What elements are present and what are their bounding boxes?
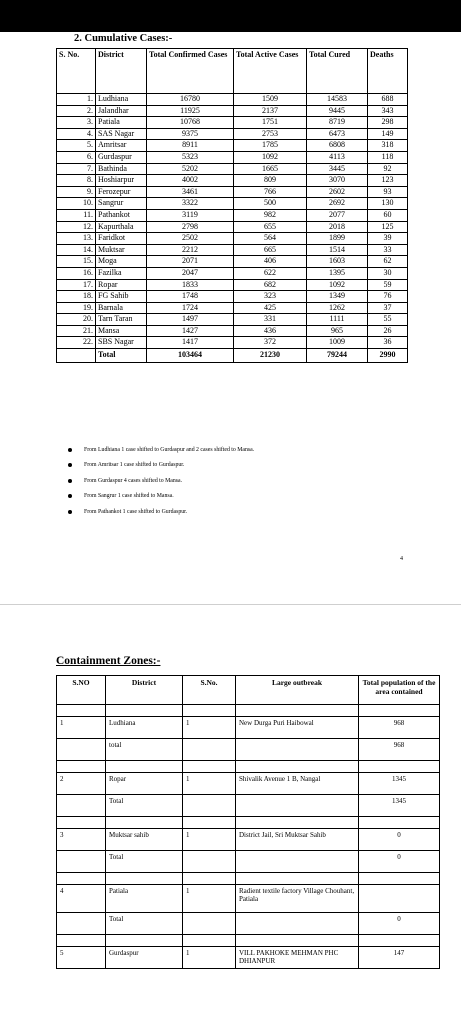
zone-total-empty	[183, 795, 236, 817]
zone-total-row	[57, 739, 440, 761]
page-number: 4	[400, 556, 403, 562]
cell-sno: 11.	[57, 209, 96, 221]
cell-deaths: 60	[368, 209, 408, 221]
cell-confirmed: 1497	[147, 314, 234, 326]
cell-district: Amritsar	[96, 140, 147, 152]
cell-district: Sangrur	[96, 198, 147, 210]
cell-cured: 3070	[307, 175, 368, 187]
cell-confirmed: 16780	[147, 94, 234, 106]
cell-active: 1665	[234, 163, 307, 175]
spacer-cell	[106, 761, 183, 773]
cell-active: 406	[234, 256, 307, 268]
table-header-row	[57, 676, 440, 705]
cell-cured: 2602	[307, 186, 368, 198]
cell-sno: 10.	[57, 198, 96, 210]
cell-confirmed: 2047	[147, 267, 234, 279]
bullet-icon	[68, 479, 72, 483]
cell-active: 622	[234, 267, 307, 279]
spacer-cell	[183, 705, 236, 717]
cell-district: Kapurthala	[96, 221, 147, 233]
cell-deaths: 76	[368, 291, 408, 303]
zone-total-empty	[236, 795, 359, 817]
zone-district: Patiala	[106, 885, 183, 913]
cell-sno: 21.	[57, 325, 96, 337]
header-deaths: Deaths	[368, 49, 408, 94]
zone-outbreak: District Jail, Sri Muktsar Sahib	[236, 829, 359, 851]
cell-district: Fazilka	[96, 267, 147, 279]
cell-deaths: 59	[368, 279, 408, 291]
table-row	[57, 302, 408, 314]
cell-active: 665	[234, 244, 307, 256]
cell-cured: 8719	[307, 117, 368, 129]
zone-total-empty	[236, 913, 359, 935]
spacer-cell	[183, 761, 236, 773]
cell-confirmed: 2212	[147, 244, 234, 256]
cell-sno: 13.	[57, 233, 96, 245]
cell-district: SAS Nagar	[96, 128, 147, 140]
cell-active: 1092	[234, 151, 307, 163]
note-item: From Amritsar 1 case shifted to Gurdaspur.	[68, 459, 254, 474]
cell-sno: 5.	[57, 140, 96, 152]
spacer-cell	[236, 873, 359, 885]
cell-sno: 14.	[57, 244, 96, 256]
zone-total-empty	[236, 739, 359, 761]
cell-confirmed: 1427	[147, 325, 234, 337]
zone-sno: 2	[57, 773, 106, 795]
table-row	[57, 244, 408, 256]
spacer-cell	[359, 705, 440, 717]
table-row	[57, 337, 408, 349]
cell-cured: 1395	[307, 267, 368, 279]
cell-district: Pathankot	[96, 209, 147, 221]
cell-cured: 4113	[307, 151, 368, 163]
cell-district: Ludhiana	[96, 94, 147, 106]
zone-sno: 3	[57, 829, 106, 851]
zone-total-empty	[236, 851, 359, 873]
table-row	[57, 198, 408, 210]
cell-active: 425	[234, 302, 307, 314]
table-row	[57, 291, 408, 303]
total-row	[57, 349, 408, 363]
zone-row	[57, 773, 440, 795]
cell-district: Faridkot	[96, 233, 147, 245]
zone-total-value: 968	[359, 739, 440, 761]
spacer-cell	[106, 873, 183, 885]
cell-district: Gurdaspur	[96, 151, 147, 163]
zone-total-empty	[57, 795, 106, 817]
spacer-row	[57, 817, 440, 829]
spacer-cell	[359, 761, 440, 773]
page-divider	[0, 604, 461, 605]
zone-total-label: Total	[106, 913, 183, 935]
zone-row	[57, 829, 440, 851]
cell-active: 1509	[234, 94, 307, 106]
table-row	[57, 163, 408, 175]
zone-population: 0	[359, 829, 440, 851]
zone-total-value: 1345	[359, 795, 440, 817]
zone-population: 968	[359, 717, 440, 739]
zone-total-row	[57, 851, 440, 873]
zone-total-empty	[183, 913, 236, 935]
cell-confirmed: 2071	[147, 256, 234, 268]
cell-cured: 1009	[307, 337, 368, 349]
spacer-cell	[57, 761, 106, 773]
cell-active: 331	[234, 314, 307, 326]
zone-population	[359, 885, 440, 913]
cell-cured: 965	[307, 325, 368, 337]
cell-confirmed: 5202	[147, 163, 234, 175]
table-row	[57, 221, 408, 233]
cell-confirmed: 3119	[147, 209, 234, 221]
spacer-row	[57, 935, 440, 947]
note-item: From Sangrur 1 case shifted to Mansa.	[68, 490, 254, 505]
spacer-row	[57, 873, 440, 885]
zone-total-value: 0	[359, 851, 440, 873]
cell-sno: 22.	[57, 337, 96, 349]
table-row	[57, 279, 408, 291]
zone-outbreak: New Durga Puri Haibowal	[236, 717, 359, 739]
table-row	[57, 186, 408, 198]
cell-sno: 7.	[57, 163, 96, 175]
cell-cured: 14583	[307, 94, 368, 106]
spacer-cell	[183, 935, 236, 947]
cell-cured: 6808	[307, 140, 368, 152]
cell-district: Hoshiarpur	[96, 175, 147, 187]
cell-deaths: 92	[368, 163, 408, 175]
header-confirmed: Total Confirmed Cases	[147, 49, 234, 94]
cell-confirmed: 1417	[147, 337, 234, 349]
spacer-cell	[359, 817, 440, 829]
zone-row	[57, 947, 440, 969]
spacer-cell	[57, 935, 106, 947]
zone-sub-sno: 1	[183, 947, 236, 969]
header-cured: Total Cured	[307, 49, 368, 94]
cell-sno: 4.	[57, 128, 96, 140]
spacer-cell	[236, 817, 359, 829]
header-sno: S. No.	[57, 49, 96, 94]
cell-cured: 3445	[307, 163, 368, 175]
cell-active: 1751	[234, 117, 307, 129]
header-district: District	[106, 676, 183, 705]
cell-confirmed: 1748	[147, 291, 234, 303]
zone-total-row	[57, 795, 440, 817]
cell-sno: 15.	[57, 256, 96, 268]
cell-sno: 17.	[57, 279, 96, 291]
cell-sno: 18.	[57, 291, 96, 303]
cell-sno: 19.	[57, 302, 96, 314]
table-row	[57, 117, 408, 129]
zone-total-empty	[183, 851, 236, 873]
spacer-cell	[183, 817, 236, 829]
cell-active: 1785	[234, 140, 307, 152]
cell-confirmed: 3461	[147, 186, 234, 198]
cell-active: 372	[234, 337, 307, 349]
zone-total-empty	[183, 739, 236, 761]
spacer-cell	[57, 873, 106, 885]
cell-deaths: 318	[368, 140, 408, 152]
zone-total-empty	[57, 851, 106, 873]
cell-deaths: 26	[368, 325, 408, 337]
cell-deaths: 55	[368, 314, 408, 326]
table-row	[57, 140, 408, 152]
cell-deaths: 33	[368, 244, 408, 256]
cell-cured: 1899	[307, 233, 368, 245]
cell-confirmed: 4002	[147, 175, 234, 187]
cell-cured: 1349	[307, 291, 368, 303]
cell-confirmed: 5323	[147, 151, 234, 163]
zone-total-value: 0	[359, 913, 440, 935]
zone-sub-sno: 1	[183, 773, 236, 795]
spacer-cell	[106, 935, 183, 947]
spacer-cell	[183, 873, 236, 885]
cell-cured: 1111	[307, 314, 368, 326]
cell-active: 2753	[234, 128, 307, 140]
table-row	[57, 128, 408, 140]
total-label: Total	[96, 349, 147, 363]
cell-sno: 2.	[57, 105, 96, 117]
cell-district: Ropar	[96, 279, 147, 291]
spacer-cell	[106, 817, 183, 829]
cell-district: Bathinda	[96, 163, 147, 175]
zone-population: 147	[359, 947, 440, 969]
cell-district: Tarn Taran	[96, 314, 147, 326]
cell-deaths: 688	[368, 94, 408, 106]
total-cured: 79244	[307, 349, 368, 363]
cell-district: Patiala	[96, 117, 147, 129]
cell-deaths: 130	[368, 198, 408, 210]
cell-deaths: 149	[368, 128, 408, 140]
note-item: From Gurdaspur 4 cases shifted to Mansa.	[68, 475, 254, 490]
zone-total-empty	[57, 739, 106, 761]
containment-zones-title: Containment Zones:-	[56, 655, 161, 667]
cell-sno: 16.	[57, 267, 96, 279]
cell-sno: 6.	[57, 151, 96, 163]
spacer-cell	[57, 705, 106, 717]
spacer-row	[57, 705, 440, 717]
cell-sno: 20.	[57, 314, 96, 326]
cell-confirmed: 1724	[147, 302, 234, 314]
cell-active: 766	[234, 186, 307, 198]
bullet-icon	[68, 494, 72, 498]
header-sub-sno: S.No.	[183, 676, 236, 705]
zone-population: 1345	[359, 773, 440, 795]
containment-zones-table	[56, 675, 440, 969]
cell-deaths: 37	[368, 302, 408, 314]
table-row	[57, 175, 408, 187]
notes-list	[68, 444, 254, 521]
zone-row	[57, 885, 440, 913]
table-row	[57, 267, 408, 279]
spacer-cell	[359, 935, 440, 947]
cell-cured: 2018	[307, 221, 368, 233]
cell-active: 323	[234, 291, 307, 303]
cell-sno: 3.	[57, 117, 96, 129]
cumulative-cases-title: 2. Cumulative Cases:-	[74, 33, 173, 44]
cell-deaths: 118	[368, 151, 408, 163]
cell-district: Barnala	[96, 302, 147, 314]
zone-total-empty	[57, 913, 106, 935]
zone-sno: 1	[57, 717, 106, 739]
table-row	[57, 233, 408, 245]
cell-active: 564	[234, 233, 307, 245]
cell-district: Ferozepur	[96, 186, 147, 198]
cell-deaths: 93	[368, 186, 408, 198]
cell-cured: 1514	[307, 244, 368, 256]
cell-active: 2137	[234, 105, 307, 117]
spacer-cell	[236, 705, 359, 717]
cell-sno: 1.	[57, 94, 96, 106]
cell-sno: 8.	[57, 175, 96, 187]
zone-district: Ludhiana	[106, 717, 183, 739]
cell-deaths: 125	[368, 221, 408, 233]
cell-confirmed: 3322	[147, 198, 234, 210]
zone-district: Gurdaspur	[106, 947, 183, 969]
zone-sub-sno: 1	[183, 829, 236, 851]
table-row	[57, 325, 408, 337]
zone-sub-sno: 1	[183, 885, 236, 913]
spacer-row	[57, 761, 440, 773]
spacer-cell	[106, 705, 183, 717]
table-row	[57, 256, 408, 268]
zone-district: Muktsar sahib	[106, 829, 183, 851]
cell-active: 682	[234, 279, 307, 291]
zone-district: Ropar	[106, 773, 183, 795]
zone-outbreak: VILL PAKHOKE MEHMAN PHC DHIANPUR	[236, 947, 359, 969]
cell-active: 655	[234, 221, 307, 233]
table-row	[57, 209, 408, 221]
cell-cured: 1262	[307, 302, 368, 314]
cell-cured: 2692	[307, 198, 368, 210]
spacer-cell	[236, 761, 359, 773]
table-header-row	[57, 49, 408, 94]
bullet-icon	[68, 510, 72, 514]
note-item: From Pathankot 1 case shifted to Gurdaspur.	[68, 506, 254, 521]
cell-district: SBS Nagar	[96, 337, 147, 349]
cell-active: 500	[234, 198, 307, 210]
zone-total-label: total	[106, 739, 183, 761]
cell-cured: 1603	[307, 256, 368, 268]
spacer-cell	[359, 873, 440, 885]
cell-district: Jalandhar	[96, 105, 147, 117]
zone-row	[57, 717, 440, 739]
zone-outbreak: Shivalik Avenue 1 B, Nangal	[236, 773, 359, 795]
note-item: From Ludhiana 1 case shifted to Gurdaspur and 2 cases shifted to Mansa.	[68, 444, 254, 459]
zone-sub-sno: 1	[183, 717, 236, 739]
header-district: District	[96, 49, 147, 94]
header-population: Total population of the area contained	[359, 676, 440, 705]
cell-confirmed: 8911	[147, 140, 234, 152]
cell-cured: 9445	[307, 105, 368, 117]
cell-cured: 6473	[307, 128, 368, 140]
cell-deaths: 30	[368, 267, 408, 279]
table-row	[57, 94, 408, 106]
cell-confirmed: 10768	[147, 117, 234, 129]
cell-district: Moga	[96, 256, 147, 268]
zone-sno: 5	[57, 947, 106, 969]
bullet-icon	[68, 448, 72, 452]
cell-deaths: 123	[368, 175, 408, 187]
zone-total-label: Total	[106, 795, 183, 817]
header-sno: S.NO	[57, 676, 106, 705]
cell-confirmed: 11925	[147, 105, 234, 117]
cell-active: 809	[234, 175, 307, 187]
cell-deaths: 36	[368, 337, 408, 349]
cell-deaths: 298	[368, 117, 408, 129]
cell-active: 982	[234, 209, 307, 221]
zone-total-row	[57, 913, 440, 935]
table-row	[57, 151, 408, 163]
spacer-cell	[236, 935, 359, 947]
total-empty-cell	[57, 349, 96, 363]
spacer-cell	[57, 817, 106, 829]
cell-confirmed: 2502	[147, 233, 234, 245]
cell-deaths: 62	[368, 256, 408, 268]
cell-deaths: 39	[368, 233, 408, 245]
zone-outbreak: Radient textile factory Village Chouhant, Patiala	[236, 885, 359, 913]
cell-sno: 9.	[57, 186, 96, 198]
cell-district: FG Sahib	[96, 291, 147, 303]
header-outbreak: Large outbreak	[236, 676, 359, 705]
cell-confirmed: 2798	[147, 221, 234, 233]
cell-cured: 2077	[307, 209, 368, 221]
cumulative-cases-table	[56, 48, 408, 363]
table-row	[57, 105, 408, 117]
status-bar	[0, 0, 461, 32]
table-row	[57, 314, 408, 326]
total-deaths: 2990	[368, 349, 408, 363]
total-confirmed: 103464	[147, 349, 234, 363]
bullet-icon	[68, 463, 72, 467]
cell-active: 436	[234, 325, 307, 337]
header-active: Total Active Cases	[234, 49, 307, 94]
cell-district: Mansa	[96, 325, 147, 337]
total-active: 21230	[234, 349, 307, 363]
zone-sno: 4	[57, 885, 106, 913]
cell-confirmed: 1833	[147, 279, 234, 291]
cell-district: Muktsar	[96, 244, 147, 256]
cell-sno: 12.	[57, 221, 96, 233]
cell-deaths: 343	[368, 105, 408, 117]
cell-confirmed: 9375	[147, 128, 234, 140]
zone-total-label: Total	[106, 851, 183, 873]
cell-cured: 1092	[307, 279, 368, 291]
